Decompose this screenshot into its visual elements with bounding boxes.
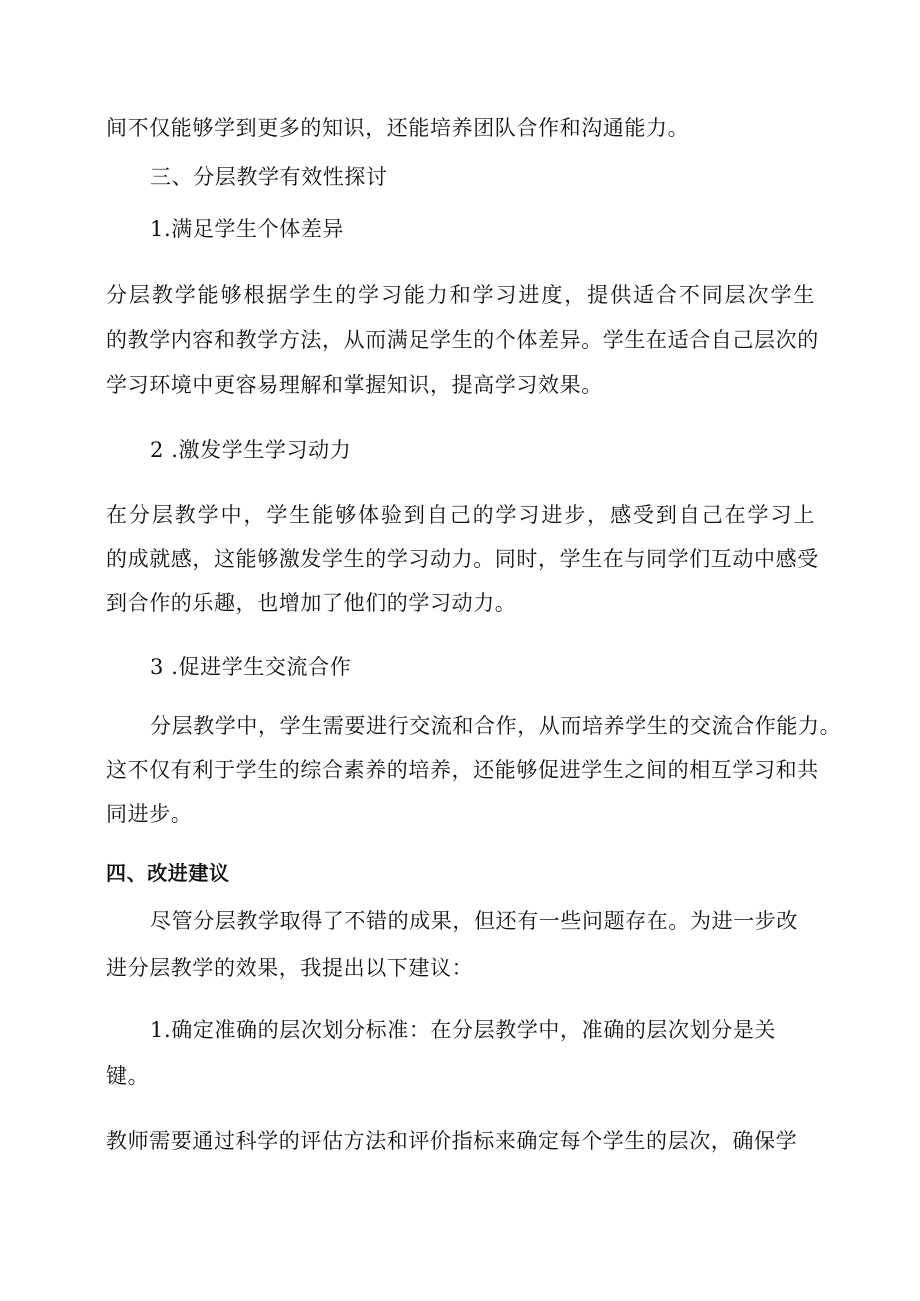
paragraph-line: 教师需要通过科学的评估方法和评价指标来确定每个学生的层次，确保学 xyxy=(106,1129,798,1153)
paragraph-line: 到合作的乐趣，也增加了他们的学习动力。 xyxy=(106,591,517,615)
paragraph-line: 的成就感，这能够激发学生的学习动力。同时，学生在与同学们互动中感受 xyxy=(106,547,819,571)
paragraph-line: 分层教学能够根据学生的学习能力和学习进度，提供适合不同层次学生 xyxy=(106,283,815,307)
section-heading: 三、分层教学有效性探讨 xyxy=(150,165,388,189)
paragraph-line: 的教学内容和教学方法，从而满足学生的个体差异。学生在适合自己层次的 xyxy=(106,328,819,352)
subsection-title: 2 .激发学生学习动力 xyxy=(150,438,352,462)
list-item-line: 1.确定准确的层次划分标准：在分层教学中，准确的层次划分是关 xyxy=(150,1018,777,1042)
paragraph-line: 这不仅有利于学生的综合素养的培养，还能够促进学生之间的相互学习和共 xyxy=(106,758,819,782)
paragraph-line: 分层教学中，学生需要进行交流和合作，从而培养学生的交流合作能力。 xyxy=(150,714,842,738)
subsection-title: 3 .促进学生交流合作 xyxy=(150,655,352,679)
section-heading: 四、改进建议 xyxy=(106,861,230,885)
subsection-title: 1.满足学生个体差异 xyxy=(150,217,345,241)
paragraph-line: 尽管分层教学取得了不错的成果，但还有一些问题存在。为进一步改 xyxy=(150,909,798,933)
intro-text: 间不仅能够学到更多的知识，还能培养团队合作和沟通能力。 xyxy=(106,116,690,140)
list-item-line: 键。 xyxy=(106,1064,150,1088)
paragraph-line: 进分层教学的效果，我提出以下建议： xyxy=(106,956,474,980)
paragraph-line: 学习环境中更容易理解和掌握知识，提高学习效果。 xyxy=(106,373,603,397)
paragraph-line: 在分层教学中，学生能够体验到自己的学习进步，感受到自己在学习上 xyxy=(106,503,815,527)
paragraph-line: 同进步。 xyxy=(106,802,193,826)
